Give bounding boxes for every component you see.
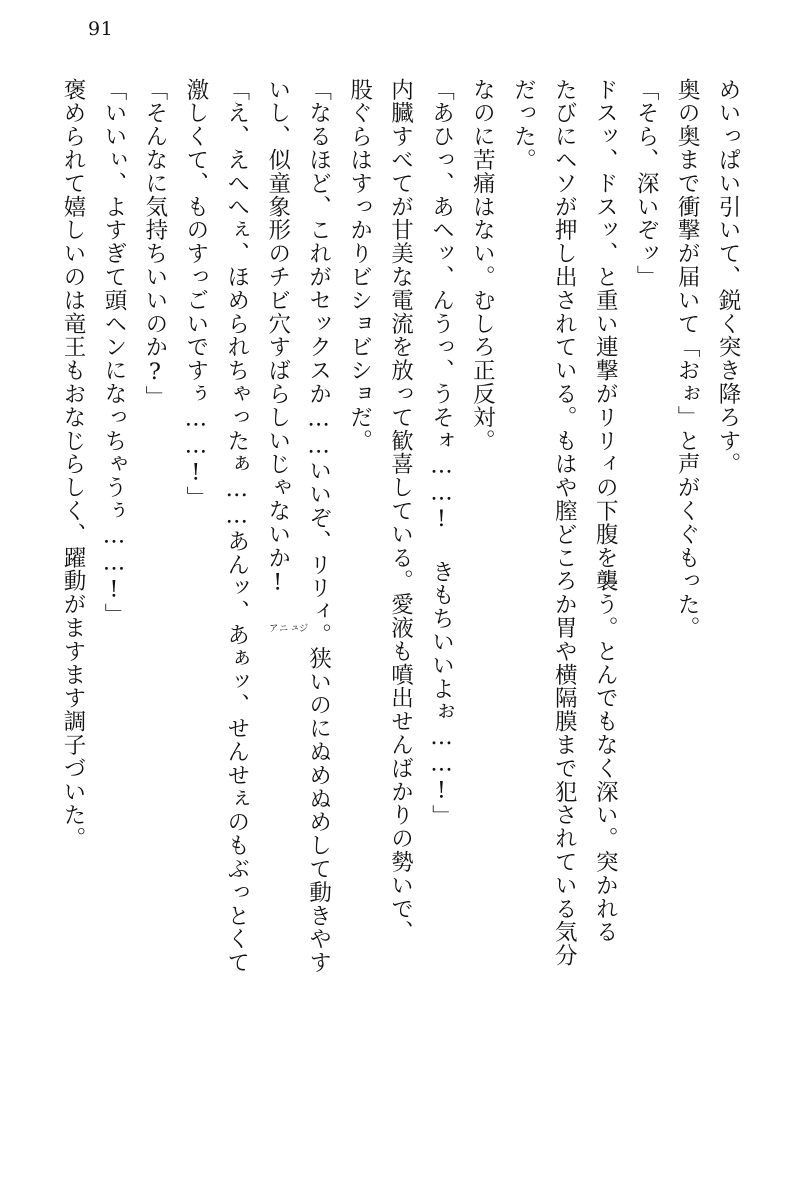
paragraph-ruby-line: いし、似童象形のチビ穴すばらしいじゃないか! xyxy=(264,78,291,597)
paragraph: 「え、えへへぇ、ほめられちゃったぁ……あんッ、あぁッ、せんせぇのもぶっとくて xyxy=(223,78,250,975)
paragraph: 「いいぃ、よすぎて頭ヘンになっちゃうぅ……!」 xyxy=(100,78,127,627)
paragraph: 「そら、深いぞッ」 xyxy=(633,78,660,289)
paragraph: めいっぱい引いて、鋭く突き降ろす。 xyxy=(715,78,741,476)
page-number: 91 xyxy=(88,18,114,40)
paragraph: 「あひっ、あヘッ、んうっ、うそォ……! きもちいいよぉ……!」 xyxy=(428,78,455,828)
ruby-text: ジュニア xyxy=(266,623,308,633)
paragraph: 股ぐらはすっかりビショビショだ。 xyxy=(346,78,373,453)
paragraph: なのに苦痛はない。むしろ正反対。 xyxy=(469,78,496,453)
paragraph: だった。 xyxy=(510,78,537,172)
paragraph: 褒められて嬉しいのは竜王もおなじらしく、躍動がますます調子づいた。 xyxy=(60,78,86,851)
paragraph: たびにヘソが押し出されている。もはや膣どころか胃や横隔膜まで犯されている気分 xyxy=(551,78,578,968)
body-text xyxy=(52,78,748,1160)
paragraph: ドスッ、ドスッ、と重い連撃がリリィの下腹を襲う。とんでもなく深い。突かれる xyxy=(592,78,619,944)
paragraph: 激しくて、ものすっごいですぅ……!」 xyxy=(182,78,209,510)
paragraph: 内臓すべてが甘美な電流を放って歓喜している。愛液も噴出せんばかりの勢いで、 xyxy=(387,78,414,944)
paragraph-with-ruby xyxy=(257,78,308,1160)
paragraph: 奥の奥まで衝撃が届いて「おぉ」と声がくぐもった。 xyxy=(674,78,701,640)
paragraph: 「なるほど、これがセックスか……いいぞ、リリィ。狭いのにぬめぬめして動きやす xyxy=(305,78,332,975)
paragraph: 「そんなに気持ちいいのか?」 xyxy=(141,78,168,410)
